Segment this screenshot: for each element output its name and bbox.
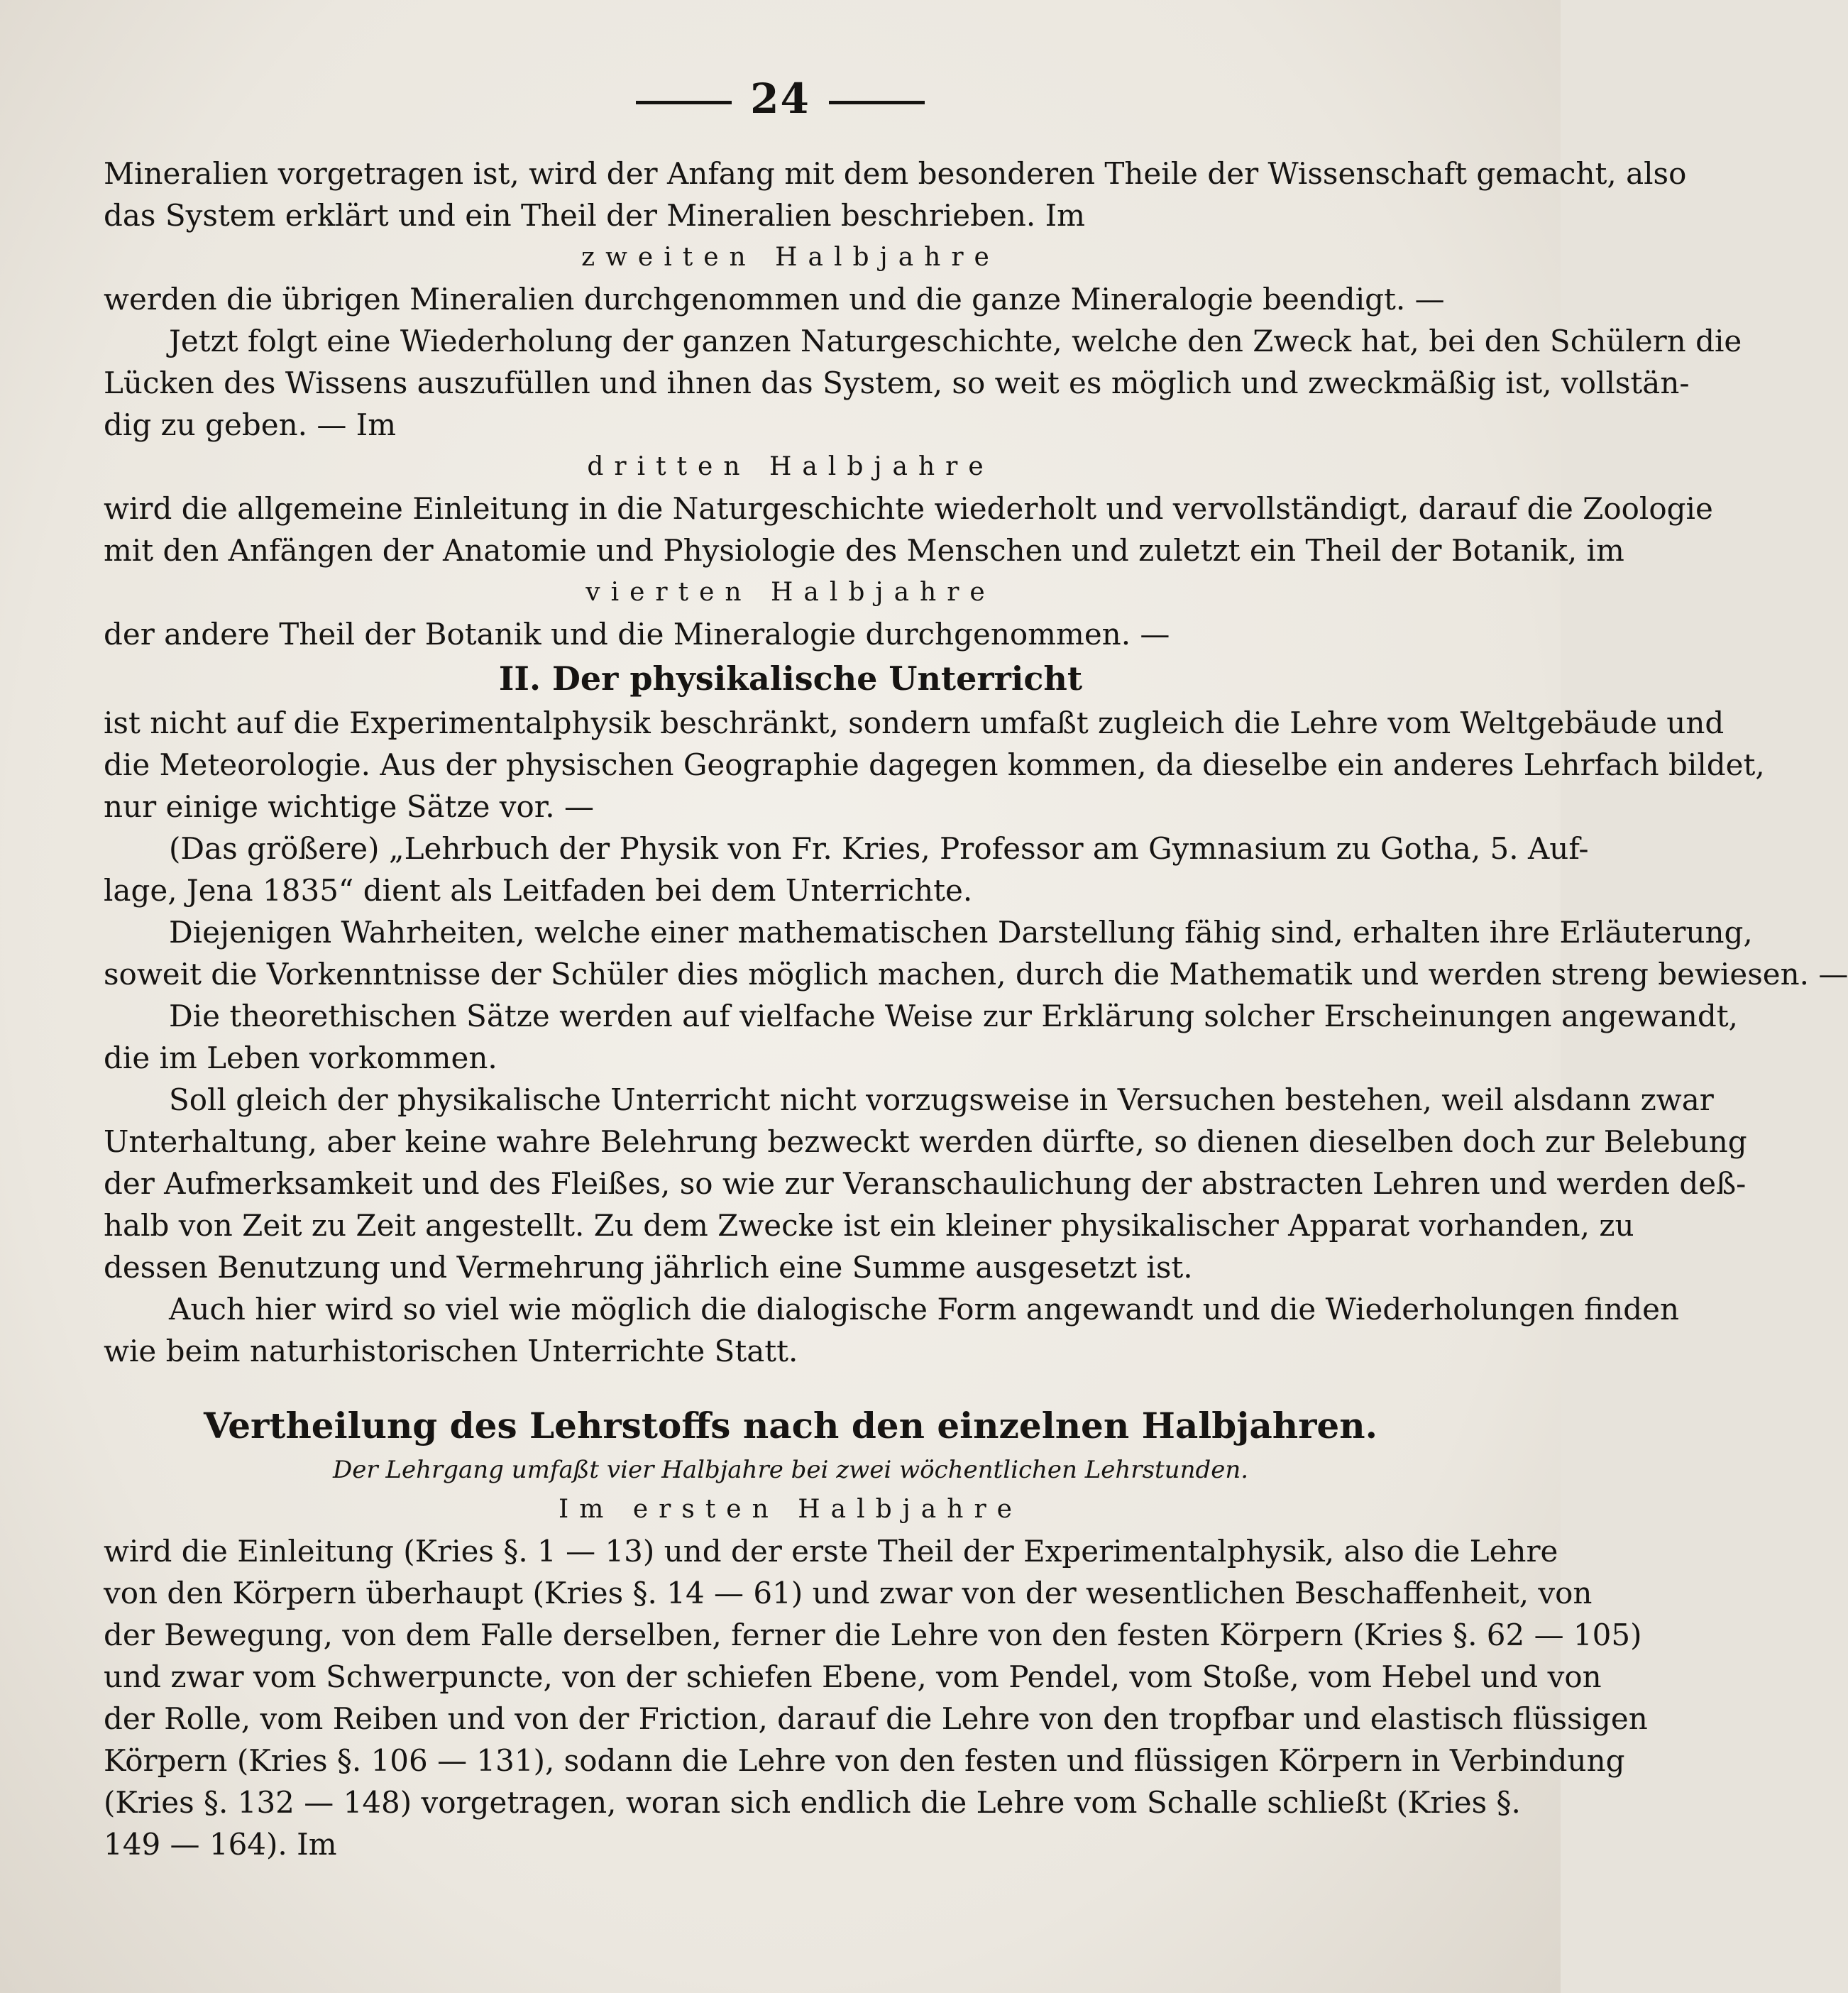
text-line: Auch hier wird so viel wie möglich die dialogische Form angewandt und die Wiederholungen finden [169, 1292, 1680, 1327]
body-text [104, 153, 1848, 1865]
text-line: die im Leben vorkommen. [104, 1041, 497, 1075]
text-line: die Meteorologie. Aus der physischen Geographie dagegen kommen, da dieselbe ein anderes Lehrfach bildet, [104, 747, 1765, 782]
text-line: 149 — 164). Im [104, 1827, 337, 1862]
text-line: soweit die Vorkenntnisse der Schüler dies möglich machen, durch die Mathematik und werden streng bewiesen. — [104, 957, 1848, 992]
semester-label: Im ersten Halbjahre [559, 1495, 1023, 1524]
text-line: wird die Einleitung (Kries §. 1 — 13) und der erste Theil der Experimentalphysik, also die Lehre [104, 1534, 1558, 1569]
text-line: Lücken des Wissens auszufüllen und ihnen das System, so weit es möglich und zweckmäßig ist, vollstän- [104, 366, 1690, 400]
text-line: ist nicht auf die Experimentalphysik beschränkt, sondern umfaßt zugleich die Lehre vom Weltgebäude und [104, 705, 1725, 740]
text-line: mit den Anfängen der Anatomie und Physiologie des Menschen und zuletzt ein Theil der Botanik, im [104, 533, 1624, 568]
text-line: der Rolle, vom Reiben und von der Friction, darauf die Lehre von den tropfbar und elastisch flüssigen [104, 1701, 1648, 1736]
section-heading: II. Der physikalische Unterricht [498, 659, 1083, 698]
semester-label: dritten Halbjahre [587, 452, 994, 481]
distribution-subheading: Der Lehrgang umfaßt vier Halbjahre bei zwei wöchentlichen Lehrstunden. [332, 1456, 1249, 1484]
text-line: (Das größere) „Lehrbuch der Physik von Fr. Kries, Professor am Gymnasium zu Gotha, 5. Auf- [169, 831, 1589, 866]
text-line: halb von Zeit zu Zeit angestellt. Zu dem Zwecke ist ein kleiner physikalischer Apparat vorhanden, zu [104, 1208, 1634, 1243]
text-line: Die theorethischen Sätze werden auf vielfache Weise zur Erklärung solcher Erscheinungen angewandt, [169, 999, 1738, 1033]
text-line: der Bewegung, von dem Falle derselben, ferner die Lehre von den festen Körpern (Kries §. 62 — 105) [104, 1618, 1642, 1652]
text-line: nur einige wichtige Sätze vor. — [104, 789, 594, 824]
page-header [0, 75, 1561, 123]
text-line: Jetzt folgt eine Wiederholung der ganzen Naturgeschichte, welche den Zweck hat, bei den Schülern die [169, 324, 1742, 358]
text-line: von den Körpern überhaupt (Kries §. 14 — 61) und zwar von der wesentlichen Beschaffenheit, von [104, 1576, 1593, 1610]
text-line: (Kries §. 132 — 148) vorgetragen, woran sich endlich die Lehre vom Schalle schließt (Kries §. [104, 1785, 1521, 1820]
text-line: der Aufmerksamkeit und des Fleißes, so wie zur Veranschaulichung der abstracten Lehren und werden deß- [104, 1166, 1747, 1201]
semester-label: vierten Halbjahre [585, 578, 996, 607]
text-line: dessen Benutzung und Vermehrung jährlich eine Summe ausgesetzt ist. [104, 1250, 1193, 1285]
text-line: werden die übrigen Mineralien durchgenommen und die ganze Mineralogie beendigt. — [104, 282, 1445, 317]
distribution-heading: Vertheilung des Lehrstoffs nach den einzelnen Halbjahren. [204, 1405, 1377, 1446]
text-line: dig zu geben. — Im [104, 407, 397, 442]
text-line: Körpern (Kries §. 106 — 131), sodann die Lehre von den festen und flüssigen Körpern in Verbindung [104, 1743, 1625, 1778]
text-line: wird die allgemeine Einleitung in die Naturgeschichte wiederholt und vervollständigt, darauf die Zoologie [104, 491, 1713, 526]
text-line: Unterhaltung, aber keine wahre Belehrung bezweckt werden dürfte, so dienen dieselben doch zur Belebung [104, 1124, 1747, 1159]
text-line: das System erklärt und ein Theil der Mineralien beschrieben. Im [104, 198, 1086, 233]
text-line: lage, Jena 1835“ dient als Leitfaden bei dem Unterrichte. [104, 873, 973, 908]
header-rule-left [636, 101, 732, 104]
text-line: Soll gleich der physikalische Unterricht nicht vorzugsweise in Versuchen bestehen, weil alsdann zwar [169, 1082, 1714, 1117]
text-line: und zwar vom Schwerpuncte, von der schiefen Ebene, vom Pendel, vom Stoße, vom Hebel und von [104, 1659, 1602, 1694]
text-line: der andere Theil der Botanik und die Mineralogie durchgenommen. — [104, 617, 1170, 652]
page-number: 24 [750, 75, 810, 123]
header-rule-right [829, 101, 925, 104]
text-line: Diejenigen Wahrheiten, welche einer mathematischen Darstellung fähig sind, erhalten ihre Erläuterung, [169, 915, 1753, 950]
semester-label: zweiten Halbjahre [581, 243, 1000, 272]
text-line: Mineralien vorgetragen ist, wird der Anfang mit dem besonderen Theile der Wissenschaft gemacht, also [104, 156, 1687, 191]
text-line: wie beim naturhistorischen Unterrichte Statt. [104, 1334, 798, 1368]
